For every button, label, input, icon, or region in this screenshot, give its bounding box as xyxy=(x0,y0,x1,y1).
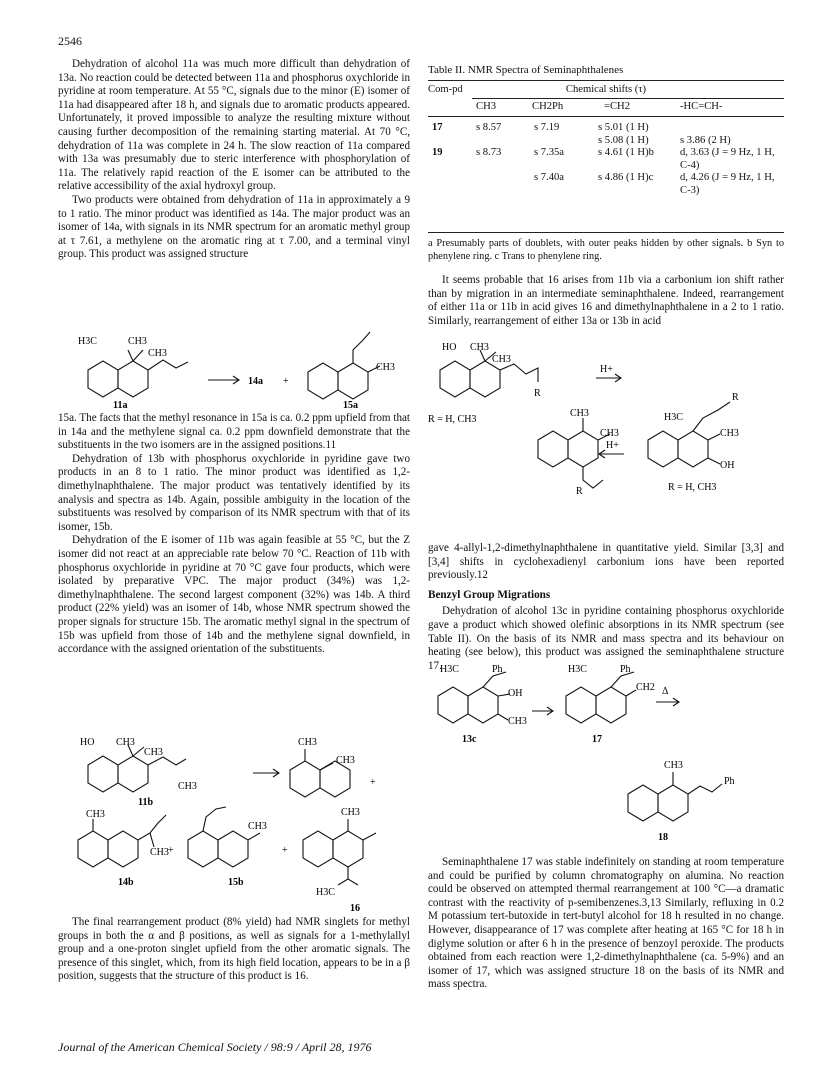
chem-label: CH3 xyxy=(492,354,511,365)
compound-label: 16 xyxy=(350,903,360,914)
compound-label: 11a xyxy=(113,400,128,410)
chem-label: CH3 xyxy=(178,781,197,792)
table-header: =CH2 xyxy=(604,101,630,112)
chem-label: H3C xyxy=(568,664,587,675)
plus-sign: + xyxy=(370,777,376,788)
scheme-11a-to-14a-15a xyxy=(58,330,410,410)
reagent-label: H+ xyxy=(606,440,619,451)
compound-label: 15a xyxy=(343,400,358,410)
chem-label: HO xyxy=(80,737,95,748)
chem-label: CH3 xyxy=(600,428,619,439)
chem-label: CH3 xyxy=(248,821,267,832)
table-row: 19 s 8.73 s 7.35a s 4.61 (1 H)b d, 3.63 (J = 9 Hz, 1 H, C-4) xyxy=(432,147,775,171)
compound-label: 14b xyxy=(118,877,134,888)
compound-label: 15b xyxy=(228,877,244,888)
paragraph: Two products were obtained from dehydration of 11a in approximately a 9 to 1 ratio. The minor product was identified as 14a. The major product was an isomer of 14a, with signals in its NMR spectrum for an aromatic methyl group at τ 7.61, a methylene on the aromatic ring at τ 7.00, and a terminal vinyl group. This product was assigned structure xyxy=(58,193,410,261)
compound-label: 11b xyxy=(138,797,154,808)
table-title: Table II. NMR Spectra of Seminaphthalenes xyxy=(428,64,624,76)
r-definition: R = H, CH3 xyxy=(668,482,717,493)
chem-label: CH3 xyxy=(298,737,317,748)
table-header: CH2Ph xyxy=(532,101,564,112)
chem-label: OH xyxy=(720,460,735,471)
compound-label: 14a xyxy=(248,376,263,387)
scheme-13c-17-18 xyxy=(428,656,784,854)
left-column-bottom xyxy=(58,916,410,984)
compound-label: 18 xyxy=(658,832,668,843)
chem-label: Ph xyxy=(620,664,631,675)
chem-label: OH xyxy=(508,688,523,699)
table-rule xyxy=(428,80,784,81)
chem-label: Ph xyxy=(492,664,503,675)
chem-label: CH3 xyxy=(341,807,360,818)
paragraph: It seems probable that 16 arises from 11b via a carbonium ion shift rather than by migration in an intermediate seminaphthalene. Indeed, rearrangement of either 11a or 11b in acid gives 16 and dimethylnaphthalene in a 2 to 1 ratio. Similarly, rearrangement of either 13a or 13b in acid xyxy=(428,274,784,327)
chem-label: HO xyxy=(442,342,457,353)
chem-label: CH3 xyxy=(470,342,489,353)
r-definition: R = H, CH3 xyxy=(428,414,477,425)
chem-label: CH3 xyxy=(720,428,739,439)
chem-label: CH3 xyxy=(376,362,395,373)
reagent-label: H+ xyxy=(600,364,613,375)
table-footnote: a Presumably parts of doublets, with outer peaks hidden by other signals. b Syn to phenylene ring. c Trans to phenylene ring. xyxy=(428,238,784,262)
page-number: 2546 xyxy=(58,34,82,48)
paragraph: The final rearrangement product (8% yield) had NMR singlets for methyl groups in both the α and β positions, as well as signals for a 1-methylallyl group and a one-proton singlet upfield from the other aromatic signals. The presence of this singlet, which, from its high field location, appears to be in a β position, suggests that the structure of this product is 16. xyxy=(58,916,410,983)
right-column-bottom xyxy=(428,856,784,992)
table-rule xyxy=(428,232,784,233)
table-row: s 7.40a s 4.86 (1 H)c d, 4.26 (J = 9 Hz, 1 H, C-3) xyxy=(534,172,775,196)
paragraph: Dehydration of 13b with phosphorus oxychloride in pyridine gave two products in an 8 to 1 ratio. The minor product was identified as 1,2-dimethylnaphthalene. The major product was tentatively identified by its analysis and spectra as 14b. Again, possible ambiguity in the location of the substituents was resolved by comparison of its NMR spectrum with that of its isomer, 15b. xyxy=(58,452,410,533)
table-header: -HC=CH- xyxy=(680,101,723,112)
chem-label: CH3 xyxy=(664,760,683,771)
paragraph: 15a. The facts that the methyl resonance in 15a is ca. 0.2 ppm upfield from that in 14a and the methylene signal ca. 0.2 ppm downfield demonstrate that the substituents in the two isomers are in the assigned positions.11 xyxy=(58,412,410,452)
scheme-11b-products xyxy=(58,735,410,915)
table-rule xyxy=(472,98,784,99)
paragraph: gave 4-allyl-1,2-dimethylnaphthalene in quantitative yield. Similar [3,3] and [3,4] shifts in cyclohexadienyl carbonium ions have been reported previously.12 xyxy=(428,542,784,582)
nmr-table xyxy=(428,122,784,197)
table-header: CH3 xyxy=(476,101,497,112)
chem-label: R xyxy=(732,392,739,403)
right-column-middle xyxy=(428,542,784,673)
chem-label: CH3 xyxy=(570,408,589,419)
chem-label: Ph xyxy=(724,776,735,787)
chem-label: CH3 xyxy=(116,737,135,748)
table-row: 17 s 8.57 s 7.19 s 5.01 (1 H) xyxy=(432,122,649,133)
scheme-acid-rearrangement xyxy=(428,340,784,540)
section-heading: Benzyl Group Migrations xyxy=(428,588,551,601)
right-column-top xyxy=(428,274,784,328)
chem-label: CH3 xyxy=(150,847,169,858)
paragraph: Dehydration of alcohol 11a was much more difficult than dehydration of 13a. No reaction could be detected between 11a and phosphorus oxychloride in pyridine at room temperature. At 55 °C, signals due to the minor (E) isomer of 11a had disappeared after 18 h, and signals due to aromatic products appeared. Unfortunately, it proved impossible to analyze the resulting mixture without causing further decomposition of the remaining starting material. At 70 °C, dehydration of 11a was complete in 24 h. The slow reaction of 11a compared with 13a was presumably due to steric interference with phosphorylation of 11a. The relatively rapid reaction of the E isomer can be attributed to the relative accessibility of the axial hydroxyl group. xyxy=(58,58,411,193)
plus-sign: + xyxy=(283,376,289,387)
left-column-top xyxy=(58,58,410,262)
chem-label: R xyxy=(576,486,583,497)
plus-sign: + xyxy=(168,845,174,856)
chem-label: CH3 xyxy=(144,747,163,758)
chem-label: H3C xyxy=(440,664,459,675)
table-row: s 5.08 (1 H) s 3.86 (2 H) xyxy=(598,134,731,146)
chem-label: CH3 xyxy=(336,755,355,766)
plus-sign: + xyxy=(282,845,288,856)
reagent-label: Δ xyxy=(662,686,669,697)
chem-label: CH3 xyxy=(508,716,527,727)
chem-label: CH3 xyxy=(128,336,147,347)
chem-label: R xyxy=(534,388,541,399)
chem-label: H3C xyxy=(78,336,97,347)
paragraph: Seminaphthalene 17 was stable indefinitely on standing at room temperature and could be purified by column chromatography on alumina. No reaction could be observed on attempted thermal rearrangement at 100 °C—a dramatic contrast with the reactivity of p-semibenzenes.3,13 Similarly, refluxing in 0.2 M potassium tert-butoxide in tert-butyl alcohol for 18 h resulted in no change. However, disappearance of 17 was complete after heating at 165 °C for 18 h in diglyme solution or after 6 h in the presence of benzoyl peroxide. The products obtained from each reaction were 1,2-dimethylnaphthalene (ca. 5-9%) and an isomer of 17, which was assigned structure 18 on the basis of its NMR and mass spectra. xyxy=(428,856,784,991)
table-header-group: Chemical shifts (τ) xyxy=(565,84,647,95)
chem-label: CH3 xyxy=(148,348,167,359)
compound-label: 13c xyxy=(462,734,477,745)
chem-label: H3C xyxy=(664,412,683,423)
paragraph: Dehydration of alcohol 13c in pyridine containing phosphorus oxychloride gave a product which showed olefinic absorptions in its NMR spectrum (see Table II). On the basis of its NMR and mass spectra and its behaviour on heating (see below), this product was assigned the seminaphthalene structure 17. xyxy=(428,605,784,672)
compound-label: 17 xyxy=(592,734,602,745)
left-column-middle xyxy=(58,412,410,657)
chem-label: CH3 xyxy=(86,809,105,820)
journal-footer: Journal of the American Chemical Society / 98:9 / April 28, 1976 xyxy=(58,1040,372,1054)
table-rule xyxy=(428,116,784,117)
table-header-compound: Com-pd xyxy=(428,84,463,95)
chem-label: H3C xyxy=(316,887,335,898)
chem-label: CH2 xyxy=(636,682,655,693)
paragraph: Dehydration of the E isomer of 11b was again feasible at 55 °C, but the Z isomer did not react at an appreciable rate below 70 °C. Reaction of 11b with phosphorus oxychloride in pyridine at 70 °C gave four products, which were isolated by preparative VPC. The major product (34%) was 1,2-dimethylnaphthalene. The second largest component (32%) was 14b. A third product (22% yield) was an isomer of 14b, whose NMR spectrum showed the proper signals for structure 15b. The aromatic methyl signal in the spectrum of 15b was upfield from those of 14b and the methylene signal downfield, in accordance with the assigned orientation of the substituents. xyxy=(58,534,410,656)
